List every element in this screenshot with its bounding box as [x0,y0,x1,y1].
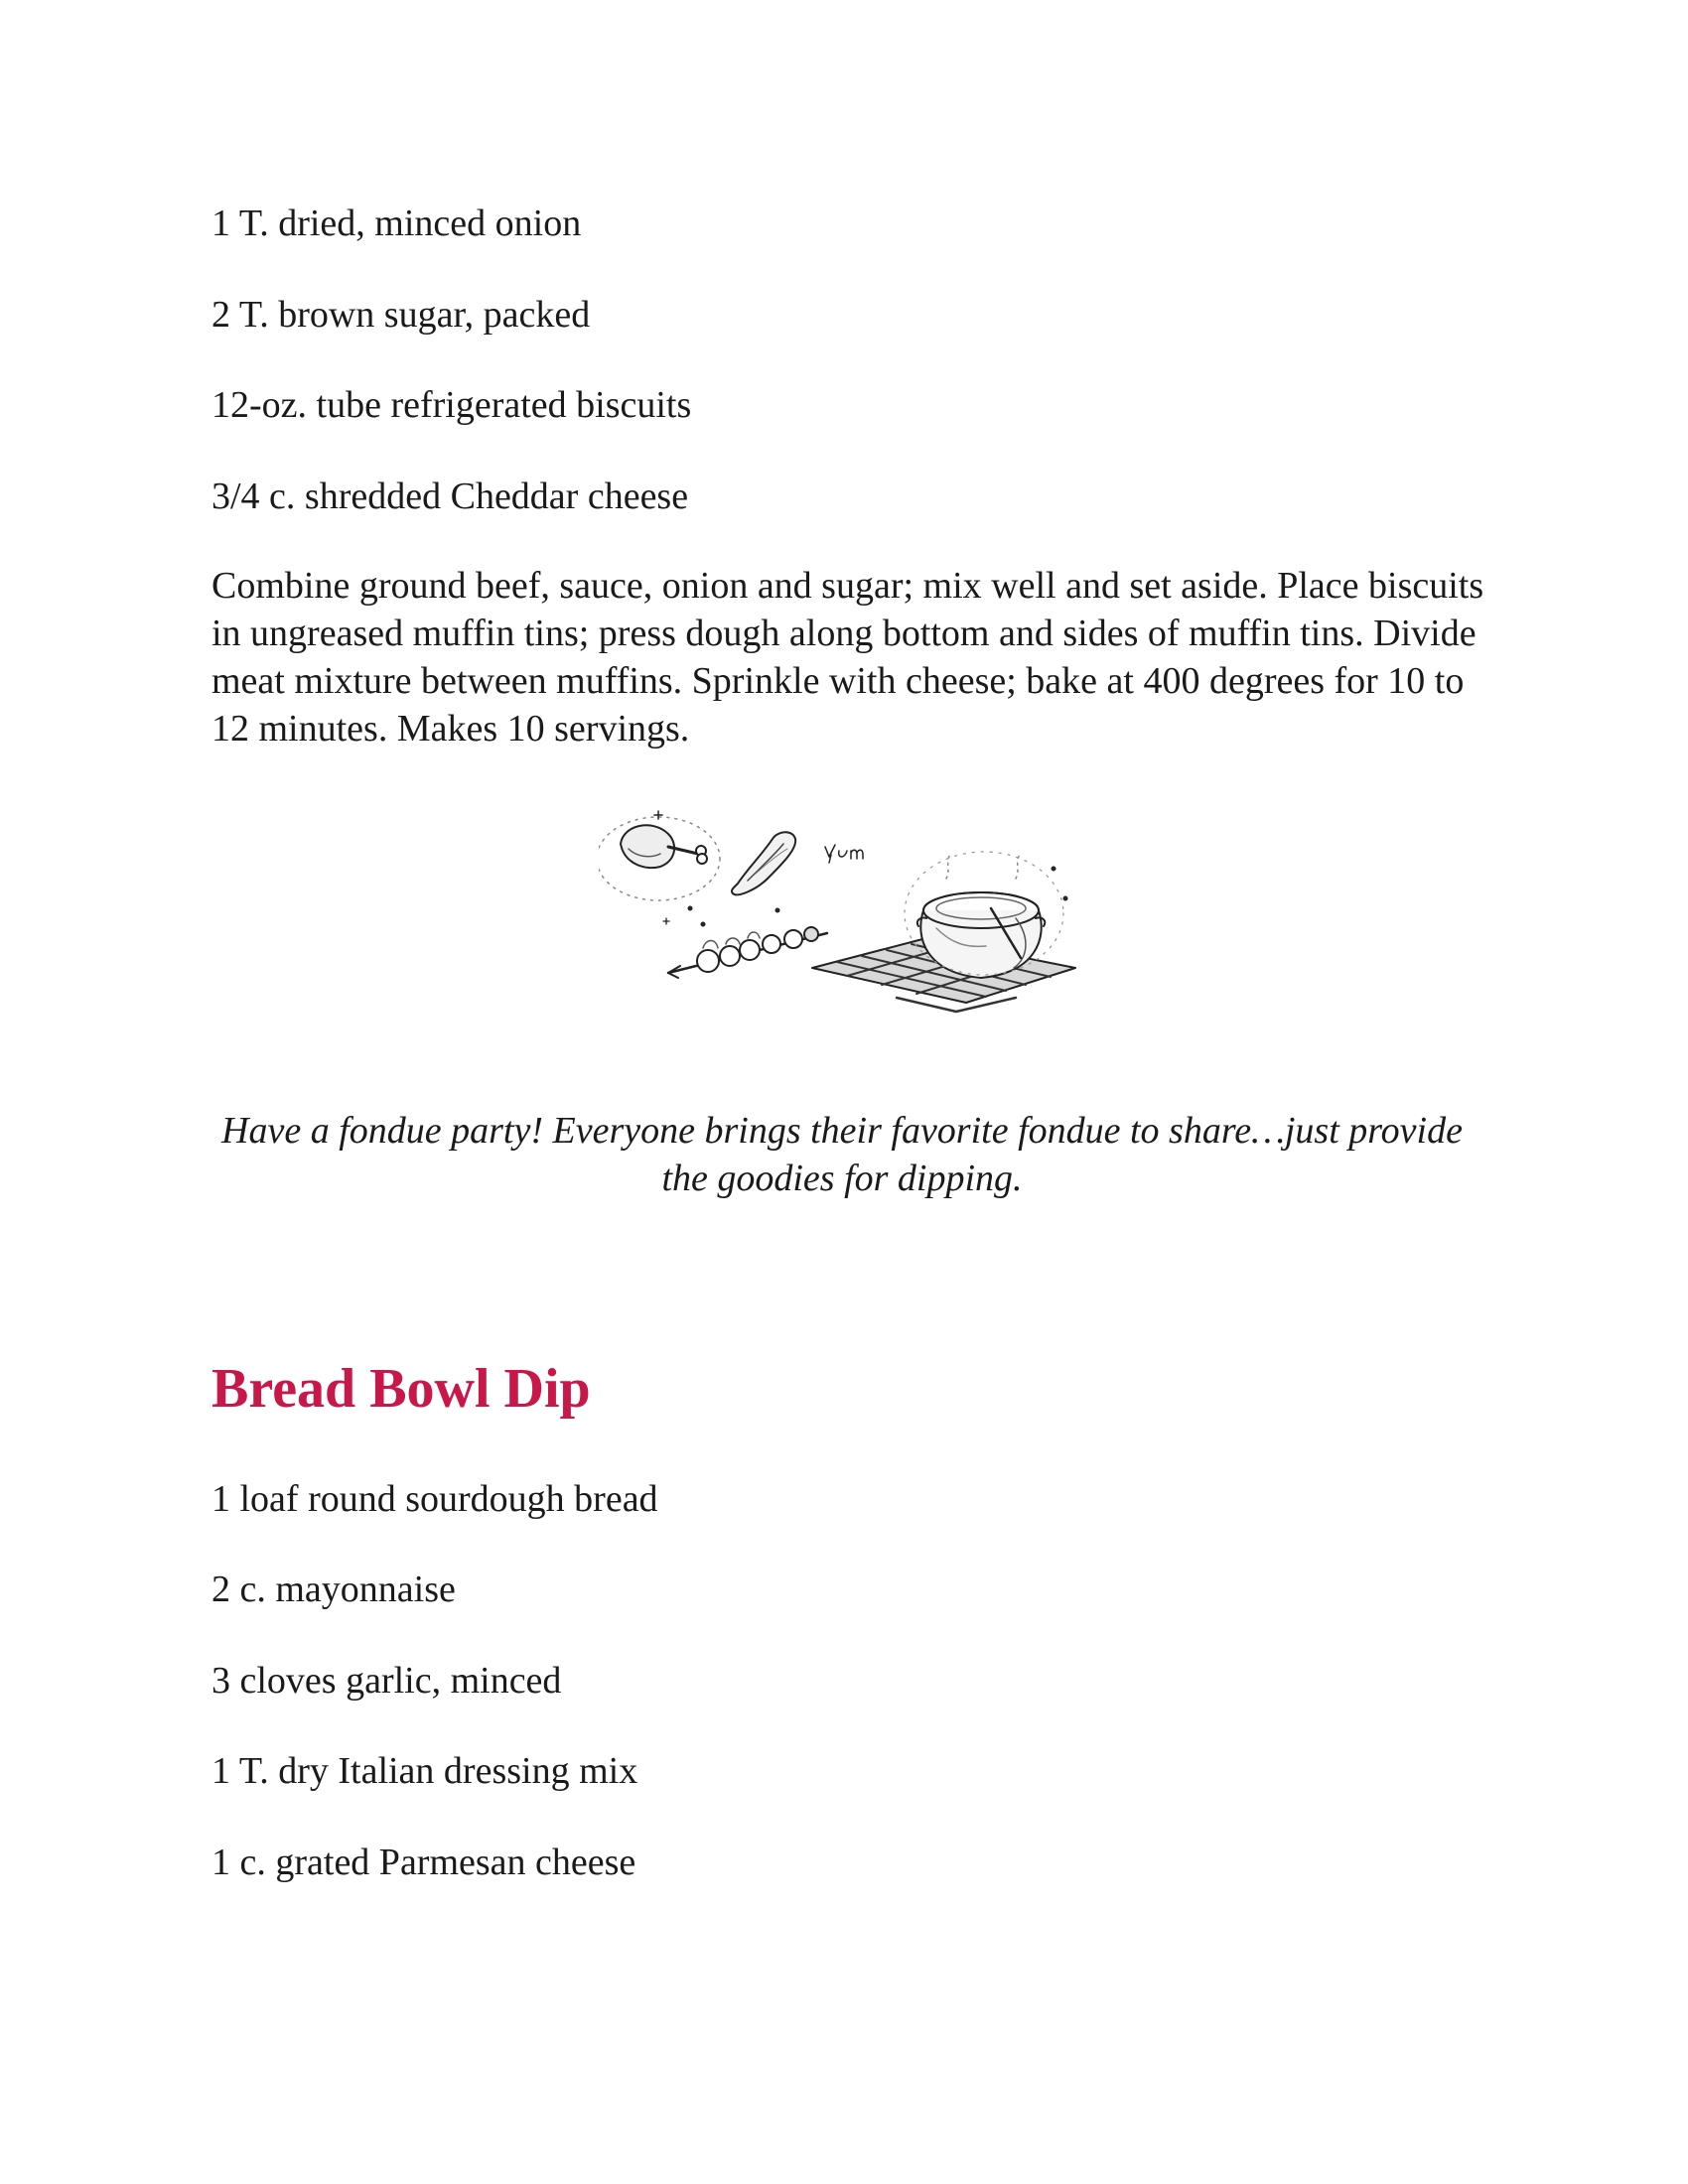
ingredient-line: 12-oz. tube refrigerated biscuits [211,384,692,426]
fondue-tip: Have a fondue party! Everyone brings their favorite fondue to share…just provide the goodies for dipping. [221,1110,1463,1199]
document-page [211,0,1482,2184]
ingredient-line: 1 loaf round sourdough bread [211,1478,658,1520]
ingredient-line: 2 c. mayonnaise [211,1569,456,1610]
ingredient-line: 3/4 c. shredded Cheddar cheese [211,476,689,517]
recipe-title: Bread Bowl Dip [211,1358,591,1420]
ingredient-line: 1 T. dried, minced onion [211,203,582,244]
fondue-party-sketch-icon [599,799,1105,1037]
ingredient-line: 1 T. dry Italian dressing mix [211,1750,638,1792]
ingredient-line: 1 c. grated Parmesan cheese [211,1842,636,1883]
ingredient-line: 2 T. brown sugar, packed [211,294,591,336]
ingredient-line: 3 cloves garlic, minced [211,1660,562,1702]
recipe-instructions: Combine ground beef, sauce, onion and sugar; mix well and set aside. Place biscuits in ungreased muffin tins; press dough along bottom and sides of muffin tins. Divide meat mixture between muffins. Sprinkle with cheese; bake at 400 degrees for 10 to 12 minutes. Makes 10 servings. [211,565,1484,750]
